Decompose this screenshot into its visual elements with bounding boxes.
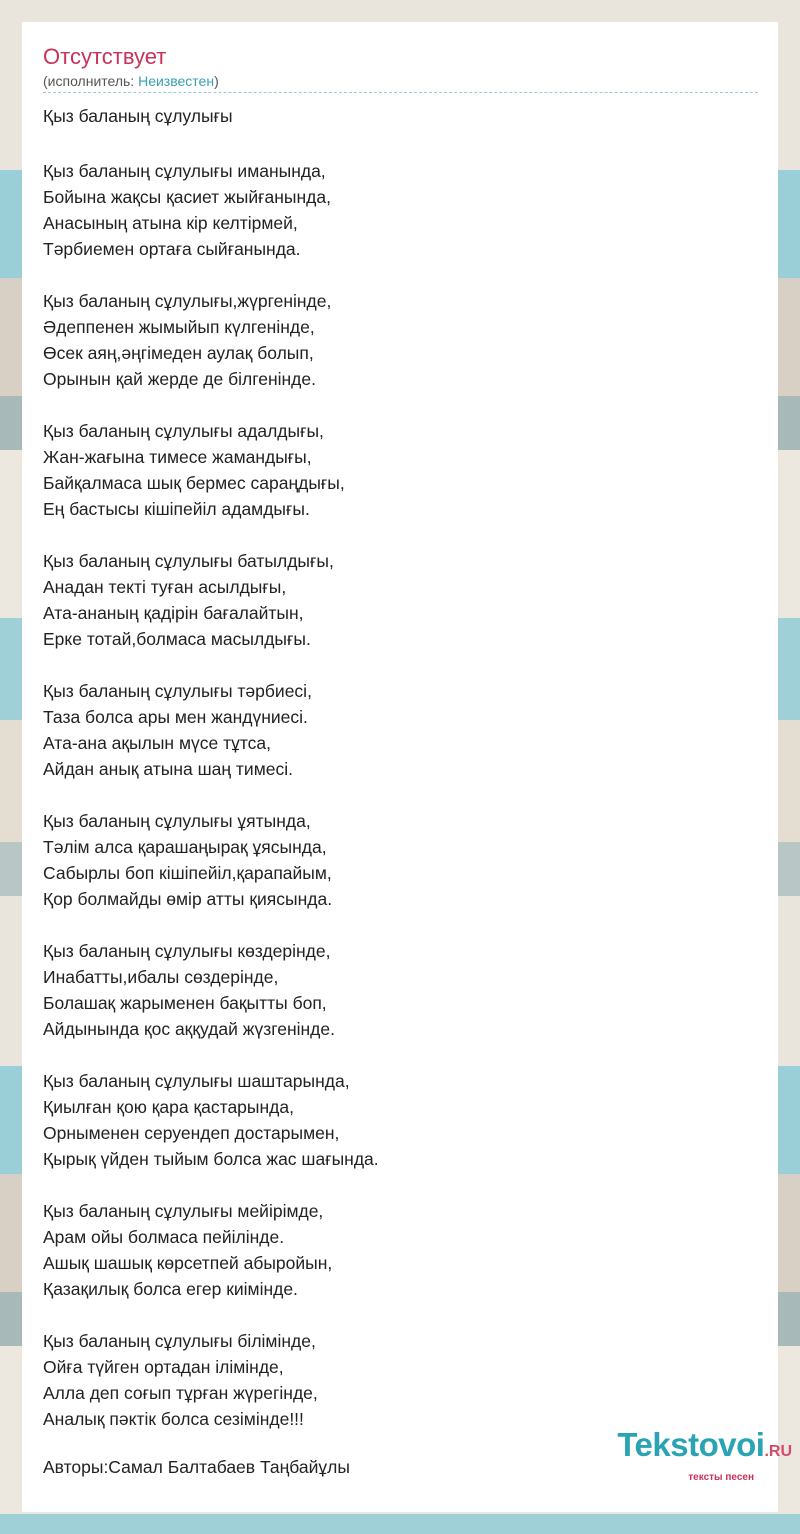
lyrics-line: Қыз баланың сұлулығы тәрбиесі, — [43, 681, 312, 701]
lyrics-line: Қыз баланың сұлулығы батылдығы, — [43, 551, 334, 571]
lyrics-line: Орныменен серуендеп достарымен, — [43, 1123, 340, 1143]
lyrics-line: Қыз баланың сұлулығы шаштарында, — [43, 1071, 350, 1091]
lyrics-line: Анасының атына кір келтірмей, — [43, 213, 298, 233]
lyrics-line: Бойына жақсы қасиет жыйғанында, — [43, 187, 331, 207]
lyrics-line: Қазақилық болса егер киімінде. — [43, 1279, 298, 1299]
lyrics-stanza — [43, 1068, 379, 1172]
lyrics-heading: Қыз баланың сұлулығы — [43, 106, 233, 126]
lyrics-line: Ата-ананың қадірін бағалайтын, — [43, 603, 304, 623]
lyrics-line: Қыз баланың сұлулығы көздерінде, — [43, 941, 331, 961]
lyrics-line: Болашақ жарыменен бақытты боп, — [43, 993, 327, 1013]
lyrics-line: Анадан текті туған асылдығы, — [43, 577, 287, 597]
lyrics-stanza — [43, 1198, 379, 1302]
lyrics-stanza — [43, 158, 379, 262]
lyrics-stanza — [43, 678, 379, 782]
lyrics-stanza — [43, 808, 379, 912]
lyrics-line: Инабатты,ибалы сөздерінде, — [43, 967, 279, 987]
lyrics-stanza — [43, 548, 379, 652]
lyrics-line: Қыз баланың сұлулығы адалдығы, — [43, 421, 324, 441]
site-logo[interactable] — [582, 1426, 792, 1486]
lyrics-card — [22, 22, 778, 1512]
lyrics-line: Тәлім алса қарашаңырақ ұясында, — [43, 837, 327, 857]
lyrics-line: Айдынында қос аққудай жүзгенінде. — [43, 1019, 335, 1039]
lyrics-line: Ерке тотай,болмаса масылдығы. — [43, 629, 311, 649]
lyrics-line: Әдеппенен жымыйып күлгенінде, — [43, 317, 315, 337]
lyrics-line: Қор болмайды өмір атты қиясында. — [43, 889, 333, 909]
lyrics-stanza — [43, 418, 379, 522]
lyrics-stanza — [43, 938, 379, 1042]
lyrics-stanza — [43, 288, 379, 392]
lyrics-line: Тәрбиемен ортаға сыйғанында. — [43, 239, 301, 259]
lyrics-line: Қиылған қою қара қастарында, — [43, 1097, 294, 1117]
lyrics-line: Қырық үйден тыйым болса жас шағында. — [43, 1149, 379, 1169]
lyrics-line: Ойға түйген ортадан ілімінде, — [43, 1357, 284, 1377]
artist-prefix: (исполнитель: — [43, 73, 139, 89]
lyrics-line: Қыз баланың сұлулығы,жүргенінде, — [43, 291, 332, 311]
lyrics-line: Ең бастысы кішіпейіл адамдығы. — [43, 499, 310, 519]
lyrics-line: Орынын қай жерде де білгенінде. — [43, 369, 316, 389]
lyrics-line: Ашық шашық көрсетпей абыройын, — [43, 1253, 333, 1273]
lyrics-authors: Авторы:Самал Балтабаев Таңбайұлы — [43, 1457, 350, 1477]
artist-line — [43, 73, 219, 89]
lyrics-line: Жан-жағына тимесе жамандығы, — [43, 447, 312, 467]
lyrics-line: Ата-ана ақылын мүсе тұтса, — [43, 733, 271, 753]
logo-tagline: тексты песен — [688, 1472, 754, 1483]
logo-name: Tekstovoi — [617, 1426, 765, 1463]
song-title: Отсутствует — [43, 44, 167, 69]
lyrics-line: Қыз баланың сұлулығы ұятында, — [43, 811, 311, 831]
lyrics-line: Айдан анық атына шаң тимесі. — [43, 759, 293, 779]
lyrics-line: Қыз баланың сұлулығы білімінде, — [43, 1331, 316, 1351]
lyrics-line: Қыз баланың сұлулығы мейірімде, — [43, 1201, 324, 1221]
artist-suffix: ) — [214, 73, 219, 89]
lyrics-line: Қыз баланың сұлулығы иманында, — [43, 161, 326, 181]
lyrics-stanza — [43, 1328, 379, 1432]
lyrics-line: Сабырлы боп кішіпейіл,қарапайым, — [43, 863, 332, 883]
lyrics-line: Өсек аяң,әңгімеден аулақ болып, — [43, 343, 314, 363]
lyrics-line: Арам ойы болмаса пейілінде. — [43, 1227, 285, 1247]
lyrics-line: Аналық пәктік болса сезімінде!!! — [43, 1409, 304, 1429]
lyrics-line: Таза болса ары мен жандүниесі. — [43, 707, 308, 727]
lyrics-line: Байқалмаса шық бермес сараңдығы, — [43, 473, 345, 493]
divider — [43, 92, 758, 93]
artist-link[interactable]: Неизвестен — [138, 73, 215, 89]
lyrics-line: Алла деп соғып тұрған жүрегінде, — [43, 1383, 318, 1403]
logo-tld: .RU — [764, 1443, 792, 1460]
lyrics-body — [43, 158, 379, 1458]
